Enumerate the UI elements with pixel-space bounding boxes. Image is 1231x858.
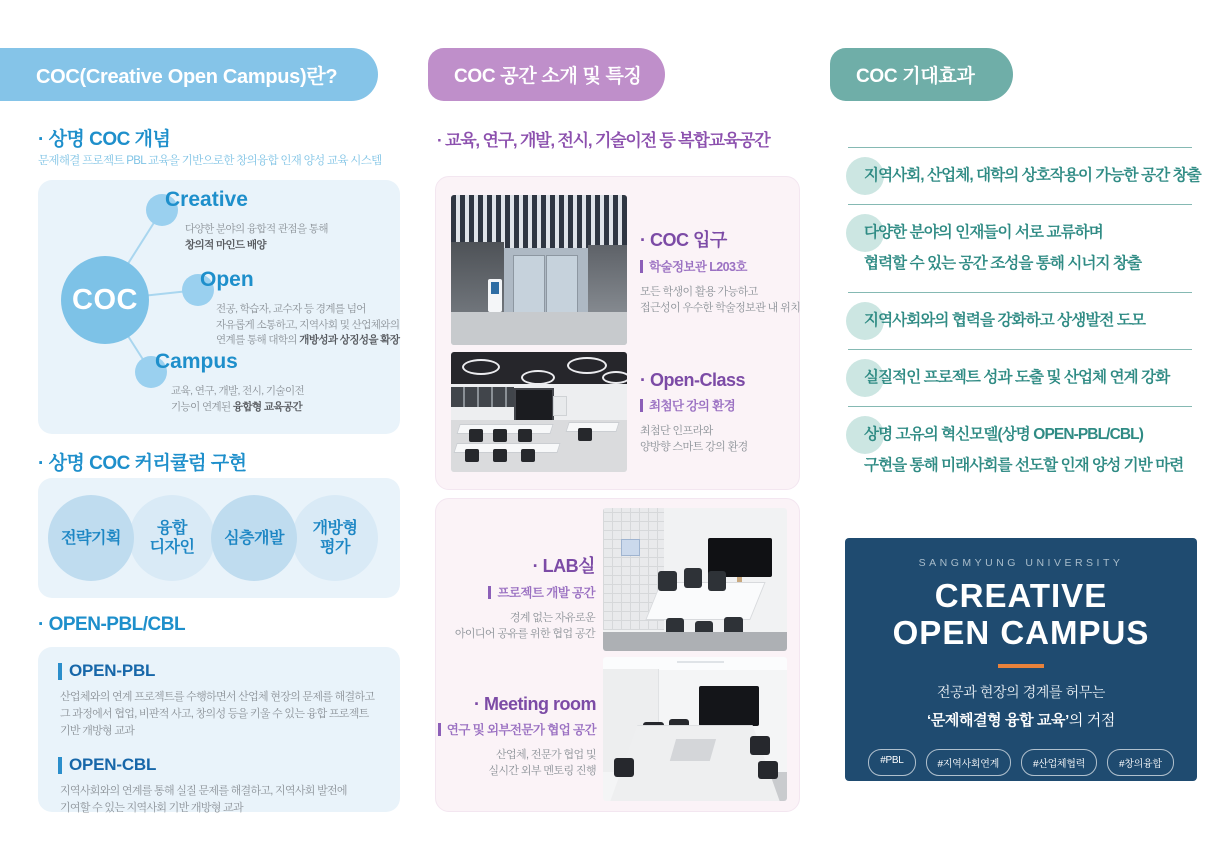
lab-room-photo [603,508,787,651]
chair [614,758,634,777]
smart-classroom-photo [451,352,627,472]
podium [553,396,567,416]
open-desc-line1: 전공, 학습자, 교수자 등 경계를 넘어 [216,303,366,315]
ring-light [567,357,607,374]
chair [708,571,726,591]
meeting-room-photo [603,657,787,801]
accent-bar [488,586,491,599]
space-name: · LAB실 [532,556,595,576]
curriculum-circle-evaluation [292,495,378,581]
open-desc-line2: 자유롭게 소통하고, 지역사회 및 산업체와의 [216,318,400,331]
accent-bar [640,399,643,412]
space-location [438,720,596,738]
tv-screen [699,686,760,726]
ceiling-light [677,661,725,663]
space-desc-line1: 최첨단 인프라와 [640,425,713,437]
spaces-section-title: · 교육, 연구, 개발, 전시, 기술이전 등 복합교육공간 [437,131,770,150]
space-info-coc-entrance [640,226,800,316]
space-desc-line1: 산업체, 전문가 협업 및 [495,749,596,761]
accent-bar [58,757,62,774]
chair [750,736,770,755]
space-desc-line1: 모든 학생이 활용 가능하고 [640,286,758,298]
space-name: · COC 입구 [640,230,727,250]
curriculum-circle-development [211,495,297,581]
table [565,422,620,432]
creative-heading: Creative [165,188,248,211]
space-location [640,257,800,275]
ring-light [602,371,627,384]
open-pbl-heading-label: OPEN-PBL [69,661,156,680]
floor [603,632,787,651]
space-desc-line2: 접근성이 우수한 학술정보관 내 위치 [640,302,801,314]
open-cbl-heading [58,755,380,775]
campus-desc-line2-bold: 융합형 교육공간 [232,400,303,413]
ring-light [462,359,500,375]
card-subtitle-line1: 전공과 현장의 경계를 허무는 [937,684,1105,700]
open-cbl-description [60,783,380,817]
space-info-open-class [640,370,748,455]
curriculum-circle-label: 융합 [157,520,187,537]
open-desc-line3-bold: 개방성과 상징성을 확장 [299,334,400,346]
effect-item [848,147,1201,204]
space-location [488,583,595,601]
tag-industry: #산업체협력 [1021,749,1097,776]
campus-desc-line1: 교육, 연구, 개발, 전시, 기술이전 [171,385,305,397]
chair [658,571,676,591]
space-location-label: 연구 및 외부전문가 협업 공간 [446,723,596,737]
middle-header-pill [428,48,665,101]
space-location-label: 학술정보관 L203호 [649,260,747,274]
tag-pbl: #PBL [868,749,915,776]
wall-notes [621,539,640,555]
chair [518,429,532,442]
chair [465,449,479,462]
entrance-lobby-photo [451,195,627,345]
curriculum-circle-design [129,495,215,581]
kiosk-screen [491,282,500,294]
display-screen [514,388,553,424]
space-location [640,396,748,414]
window-row [451,387,514,407]
space-info-lab [455,552,595,642]
curriculum-circle-label: 디자인 [149,539,195,556]
coc-center-circle [61,256,149,344]
open-pbl-heading [58,661,380,681]
space-info-meeting-room [438,694,596,779]
chair [758,761,778,780]
campus-desc-line2 [171,400,304,416]
concept-section-subtitle: 문제해결 프로젝트 PBL 교육을 기반으로한 창의융합 인재 양성 교육 시스템 [38,155,382,167]
tag-creative-fusion: #창의융합 [1107,749,1174,776]
open-description [216,302,399,349]
curriculum-circle-label: 심층개발 [224,529,284,547]
effect-text: 구현을 통해 미래사회를 선도할 인재 양성 기반 마련 [864,457,1184,474]
space-description [488,747,596,779]
open-heading: Open [200,268,254,291]
space-description [455,610,595,642]
card-title-line1: CREATIVE [934,577,1108,614]
effect-item [848,292,1192,349]
right-header-title: COC 기대효과 [856,66,975,87]
accent-bar [438,723,441,736]
open-pbl-cbl-panel [38,647,400,812]
glass-door [513,255,545,313]
space-name: · Meeting room [474,694,596,714]
open-pbl-desc-line3: 기반 개방형 교과 [60,725,135,737]
chair [493,449,507,462]
space-location-label: 최첨단 강의 환경 [649,399,736,413]
campus-desc-line2-pre: 기능이 연계된 [171,400,233,413]
open-desc-line3 [216,333,399,349]
effect-text: 실질적인 프로젝트 성과 도출 및 산업체 연계 강화 [864,369,1170,386]
left-header-pill [0,48,378,101]
curriculum-circle-label: 개방형 [312,520,358,537]
right-header-pill [830,48,1013,101]
chair [521,449,535,462]
space-desc-line1: 경계 없는 자유로운 [509,612,595,624]
concept-section-title: · 상명 COC 개념 [38,129,171,150]
coc-center-label: COC [72,283,138,316]
orange-divider [998,664,1044,668]
card-subtitle-line2 [845,709,1197,730]
curriculum-circle-label: 평가 [320,539,350,556]
space-location-label: 프로젝트 개발 공간 [497,586,595,600]
space-desc-line2: 실시간 외부 멘토링 진행 [488,765,596,777]
effect-item [848,349,1192,406]
card-subtitle-bold: ‘문제해결형 융합 교육’ [927,712,1069,729]
accent-bar [58,663,62,680]
open-cbl-heading-label: OPEN-CBL [69,755,157,774]
creative-description [185,222,328,253]
campus-description [171,384,304,415]
effect-text: 협력할 수 있는 공간 조성을 통해 시너지 창출 [864,255,1142,272]
glass-door [546,255,578,313]
curriculum-circle-strategy [48,495,134,581]
effect-item [848,406,1192,494]
university-name: SANGMYUNG UNIVERSITY [918,557,1124,569]
open-pbl-desc-line1: 산업체와의 연계 프로젝트를 수행하면서 산업체 현장의 문제를 해결하고 [60,691,375,703]
creative-desc-line1: 다양한 분야의 융합적 관점을 통해 [185,223,328,235]
expected-effects-list [848,147,1201,494]
floor [451,312,627,345]
campus-heading: Campus [155,350,238,373]
effect-text: 지역사회와의 협력을 강화하고 상생발전 도모 [864,312,1146,329]
table-console [670,739,717,761]
tag-community: #지역사회연계 [926,749,1011,776]
left-header-title: COC(Creative Open Campus)란? [36,66,338,88]
space-description [640,284,800,316]
chair [469,429,483,442]
effect-text: 다양한 분야의 인재들이 서로 교류하며 [864,224,1103,241]
curriculum-panel [38,478,400,598]
curriculum-section-title: · 상명 COC 커리큘럼 구현 [38,453,247,474]
space-description [640,423,748,455]
curriculum-circle-label: 전략기획 [61,529,121,547]
creative-open-campus-card [845,538,1197,781]
effect-text: 상명 고유의 혁신모델(상명 OPEN-PBL/CBL) [864,426,1143,443]
coc-concept-diagram-panel [38,180,400,434]
space-name: · Open-Class [640,370,746,390]
accent-bar [640,260,643,273]
hashtag-row [845,749,1197,776]
middle-header-title: COC 공간 소개 및 특징 [454,66,642,87]
chair [493,429,507,442]
open-pbl-desc-line2: 그 과정에서 협업, 비판적 사고, 창의성 등을 키울 수 있는 융합 프로젝트 [60,708,369,720]
chair [684,568,702,588]
open-pbl-cbl-section-title: · OPEN-PBL/CBL [38,614,186,635]
striped-ceiling [451,195,627,248]
open-cbl-desc-line1: 지역사회와의 연계를 통해 실질 문제를 해결하고, 지역사회 발전에 [60,785,347,797]
dark-wall-right [588,245,627,313]
creative-desc-line2: 창의적 마인드 배양 [185,238,266,251]
space-desc-line2: 양방향 스마트 강의 환경 [640,441,748,453]
effect-text: 지역사회, 산업체, 대학의 상호작용이 가능한 공간 창출 [864,167,1201,184]
card-title-line2: OPEN CAMPUS [892,614,1150,651]
chair [578,428,592,441]
open-cbl-desc-line2: 기여할 수 있는 지역사회 기반 개방형 교과 [60,802,243,814]
open-desc-line3-pre: 연계를 통해 대학의 [216,334,300,346]
effect-item [848,204,1192,292]
space-desc-line2: 아이디어 공유를 위한 협업 공간 [454,628,595,640]
open-pbl-description [60,689,380,740]
card-subtitle-rest: 의 거점 [1068,712,1115,729]
